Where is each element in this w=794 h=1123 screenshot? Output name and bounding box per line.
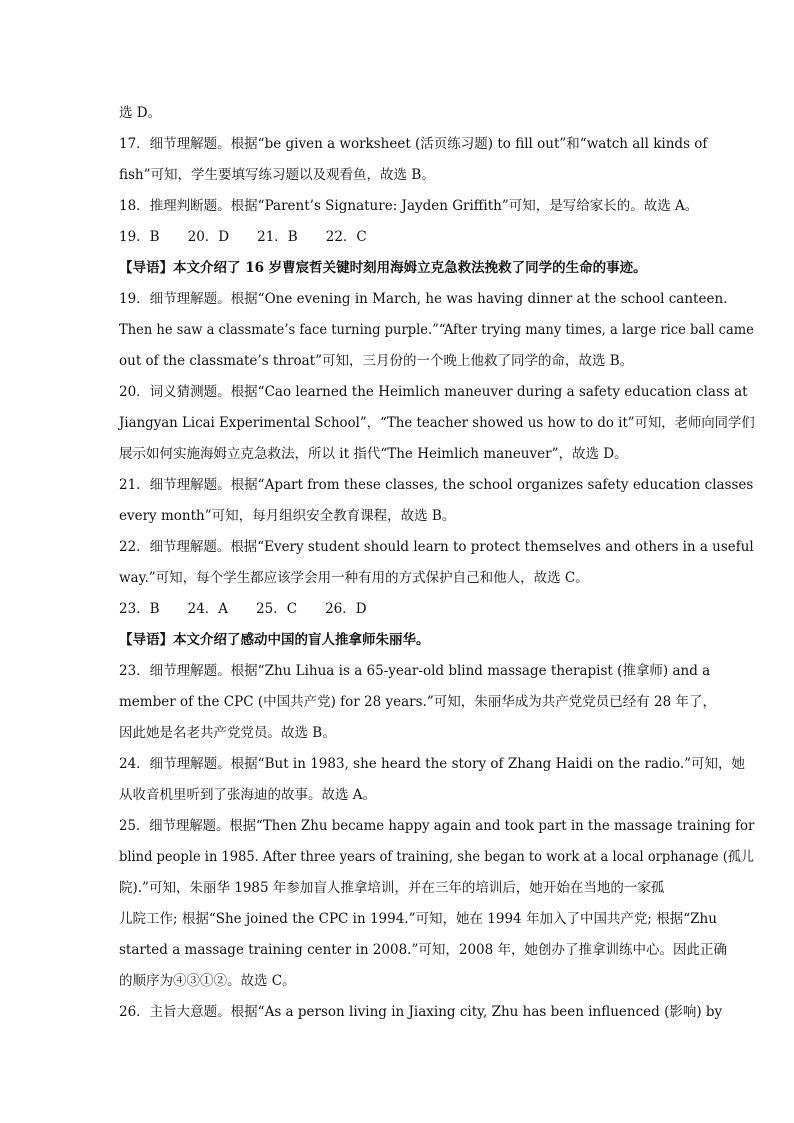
text-line: member of the CPC (中国共产党) for 28 years.”可知，朱丽华成为共产党党员已经有 28 年了，	[119, 694, 716, 710]
text-line: 院).”可知，朱丽华 1985 年参加盲人推拿培训，并在三年的培训后，她开始在当地的一家孤	[119, 880, 665, 896]
text-line: 展示如何实施海姆立克急救法，所以 it 指代“The Heimlich maneuver”，故选 D。	[119, 446, 628, 462]
answer-key-row	[119, 227, 367, 247]
text-line: 25．细节理解题。根据“Then Zhu became happy again and took part in the massage training for	[119, 818, 755, 834]
text-line: 的顺序为④③①②。故选 C。	[119, 973, 296, 989]
answer-key-item: 23．B	[119, 601, 160, 617]
answer-key-item: 25．C	[256, 601, 298, 617]
text-line: 选 D。	[119, 105, 162, 121]
text-line: every month”可知，每月组织安全教育课程，故选 B。	[119, 508, 456, 524]
text-line: 22．细节理解题。根据“Every student should learn to protect themselves and others in a useful	[119, 539, 754, 555]
text-line: fish”可知，学生要填写练习题以及观看鱼，故选 B。	[119, 167, 435, 183]
answer-key-item: 21．B	[257, 229, 298, 245]
answer-key-item: 22．C	[325, 229, 367, 245]
text-line: 23．细节理解题。根据“Zhu Lihua is a 65-year-old blind massage therapist (推拿师) and a	[119, 663, 711, 679]
answer-key-item: 19．B	[119, 229, 160, 245]
text-line: 因此她是名老共产党党员。故选 B。	[119, 725, 336, 741]
answer-key-row	[119, 599, 367, 619]
answer-key-item: 26．D	[325, 601, 367, 617]
text-line: 17．细节理解题。根据“be given a worksheet (活页练习题) to fill out”和“watch all kinds of	[119, 136, 708, 152]
passage-intro: 【导语】本文介绍了 16 岁曹宸哲关键时刻用海姆立克急救法挽救了同学的生命的事迹。	[119, 260, 647, 276]
passage-intro: 【导语】本文介绍了感动中国的盲人推拿师朱丽华。	[119, 632, 430, 648]
text-line: 26．主旨大意题。根据“As a person living in Jiaxing city, Zhu has been influenced (影响) by	[119, 1004, 723, 1020]
text-line: out of the classmate’s throat”可知，三月份的一个晚上他救了同学的命，故选 B。	[119, 353, 634, 369]
text-line: 20．词义猜测题。根据“Cao learned the Heimlich maneuver during a safety education class at	[119, 384, 748, 400]
answer-key-item: 20．D	[187, 229, 230, 245]
text-line: 儿院工作; 根据“She joined the CPC in 1994.”可知，她在 1994 年加入了中国共产党; 根据“Zhu	[119, 911, 717, 927]
answer-key-item: 24．A	[187, 601, 229, 617]
text-line: Jiangyan Licai Experimental School”，“The teacher showed us how to do it”可知，老师向同学们	[119, 415, 755, 431]
text-line: way.”可知，每个学生都应该学会用一种有用的方式保护自己和他人，故选 C。	[119, 570, 589, 586]
text-line: 21．细节理解题。根据“Apart from these classes, the school organizes safety education classes	[119, 477, 754, 493]
text-line: Then he saw a classmate’s face turning purple.”“After trying many times, a large rice ball came	[119, 322, 754, 338]
text-line: 24．细节理解题。根据“But in 1983, she heard the story of Zhang Haidi on the radio.”可知，她	[119, 756, 746, 772]
text-line: 18．推理判断题。根据“Parent’s Signature: Jayden Griffith”可知，是写给家长的。故选 A。	[119, 198, 699, 214]
text-line: started a massage training center in 2008.”可知，2008 年，她创办了推拿训练中心。因此正确	[119, 942, 728, 958]
text-line: 19．细节理解题。根据“One evening in March, he was having dinner at the school canteen.	[119, 291, 728, 307]
text-line: blind people in 1985. After three years of training, she began to work at a local orphanage (孤儿	[119, 849, 754, 865]
text-line: 从收音机里听到了张海迪的故事。故选 A。	[119, 787, 377, 803]
